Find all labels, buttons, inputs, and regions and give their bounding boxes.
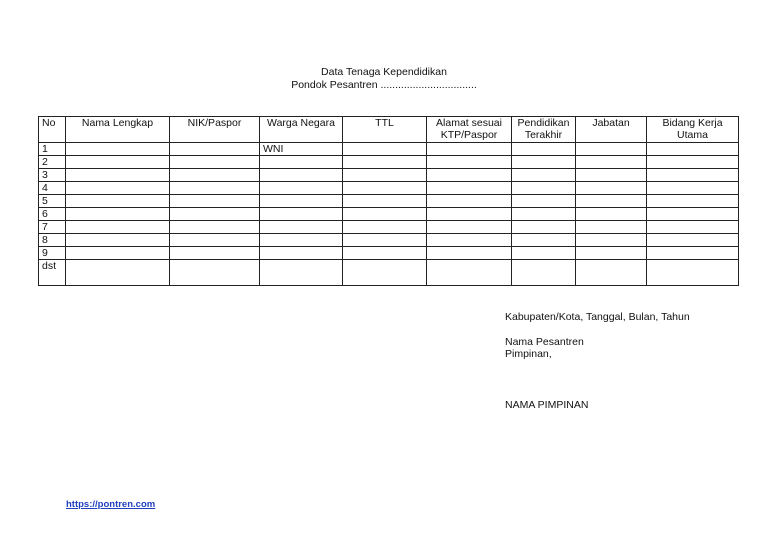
row-number-cell: 8	[39, 234, 66, 247]
table-cell	[576, 195, 647, 208]
table-cell	[66, 208, 170, 221]
table-cell	[427, 143, 512, 156]
table-cell	[576, 247, 647, 260]
table-cell	[170, 260, 260, 286]
row-number-cell: 2	[39, 156, 66, 169]
table-cell: WNI	[260, 143, 343, 156]
row-number-cell: 3	[39, 169, 66, 182]
table-cell	[66, 260, 170, 286]
column-header: No	[39, 117, 66, 143]
row-number-cell: 5	[39, 195, 66, 208]
table-cell	[170, 221, 260, 234]
table-cell	[66, 143, 170, 156]
table-cell	[512, 182, 576, 195]
table-cell	[66, 221, 170, 234]
table-cell	[170, 234, 260, 247]
table-row	[39, 234, 739, 247]
signature-name: NAMA PIMPINAN	[505, 399, 589, 411]
table-row	[39, 221, 739, 234]
column-header: Warga Negara	[260, 117, 343, 143]
table-cell	[647, 143, 739, 156]
table-cell	[647, 195, 739, 208]
column-header: Bidang Kerja Utama	[647, 117, 739, 143]
table-row	[39, 182, 739, 195]
table-cell	[576, 234, 647, 247]
table-cell	[343, 247, 427, 260]
table-cell	[512, 143, 576, 156]
table-cell	[512, 208, 576, 221]
table-cell	[260, 156, 343, 169]
table-cell	[343, 234, 427, 247]
table-cell	[66, 182, 170, 195]
table-cell	[512, 247, 576, 260]
table-cell	[427, 208, 512, 221]
table-cell	[66, 234, 170, 247]
table-cell	[343, 182, 427, 195]
table-cell	[260, 182, 343, 195]
table-cell	[647, 247, 739, 260]
table-cell	[260, 247, 343, 260]
table-cell	[647, 234, 739, 247]
table-cell	[260, 169, 343, 182]
table-cell	[512, 221, 576, 234]
table-row	[39, 247, 739, 260]
table-cell	[576, 260, 647, 286]
table-row	[39, 208, 739, 221]
table-row	[39, 169, 739, 182]
signature-place-date: Kabupaten/Kota, Tanggal, Bulan, Tahun	[505, 311, 690, 323]
table-cell	[576, 143, 647, 156]
row-number-cell: 6	[39, 208, 66, 221]
table-cell	[260, 234, 343, 247]
table-cell	[260, 195, 343, 208]
table-cell	[427, 156, 512, 169]
table-cell	[66, 156, 170, 169]
table-cell	[343, 143, 427, 156]
table-cell	[576, 182, 647, 195]
column-header: Jabatan	[576, 117, 647, 143]
column-header: Alamat sesuai KTP/Paspor	[427, 117, 512, 143]
table-cell	[576, 221, 647, 234]
document-title: Data Tenaga Kependidikan	[321, 66, 447, 78]
table-cell	[576, 208, 647, 221]
table-cell	[647, 156, 739, 169]
table-cell	[260, 221, 343, 234]
row-number-cell: dst	[39, 260, 66, 286]
table-cell	[427, 234, 512, 247]
table-cell	[343, 169, 427, 182]
table-cell	[170, 247, 260, 260]
table-row	[39, 260, 739, 286]
table-cell	[260, 260, 343, 286]
table-cell	[576, 169, 647, 182]
table-cell	[512, 169, 576, 182]
staff-data-table	[38, 116, 739, 286]
row-number-cell: 9	[39, 247, 66, 260]
row-number-cell: 4	[39, 182, 66, 195]
row-number-cell: 1	[39, 143, 66, 156]
table-cell	[343, 208, 427, 221]
table-cell	[343, 195, 427, 208]
table-cell	[343, 221, 427, 234]
table-row	[39, 195, 739, 208]
table-cell	[170, 169, 260, 182]
table-header-row	[39, 117, 739, 143]
table-cell	[647, 169, 739, 182]
table-cell	[260, 208, 343, 221]
table-cell	[647, 260, 739, 286]
row-number-cell: 7	[39, 221, 66, 234]
table-cell	[512, 260, 576, 286]
table-cell	[343, 260, 427, 286]
table-row	[39, 156, 739, 169]
table-cell	[512, 234, 576, 247]
signature-role: Pimpinan,	[505, 348, 552, 360]
table-cell	[66, 195, 170, 208]
table-cell	[343, 156, 427, 169]
table-cell	[427, 260, 512, 286]
website-link[interactable]: https://pontren.com	[66, 499, 156, 510]
table-cell	[576, 156, 647, 169]
table-cell	[512, 156, 576, 169]
column-header: Nama Lengkap	[66, 117, 170, 143]
table-cell	[647, 208, 739, 221]
table-cell	[427, 221, 512, 234]
table-cell	[170, 208, 260, 221]
table-cell	[427, 195, 512, 208]
signature-institution: Nama Pesantren	[505, 336, 584, 348]
column-header: Pendidikan Terakhir	[512, 117, 576, 143]
table-cell	[170, 182, 260, 195]
table-cell	[170, 156, 260, 169]
table-cell	[66, 169, 170, 182]
column-header: NIK/Paspor	[170, 117, 260, 143]
column-header: TTL	[343, 117, 427, 143]
table-row	[39, 143, 739, 156]
document-subtitle: Pondok Pesantren .................................	[291, 79, 477, 91]
table-cell	[427, 182, 512, 195]
table-cell	[512, 195, 576, 208]
table-cell	[170, 143, 260, 156]
table-cell	[427, 169, 512, 182]
table-cell	[427, 247, 512, 260]
table-cell	[647, 221, 739, 234]
table-cell	[66, 247, 170, 260]
table-cell	[170, 195, 260, 208]
table-cell	[647, 182, 739, 195]
